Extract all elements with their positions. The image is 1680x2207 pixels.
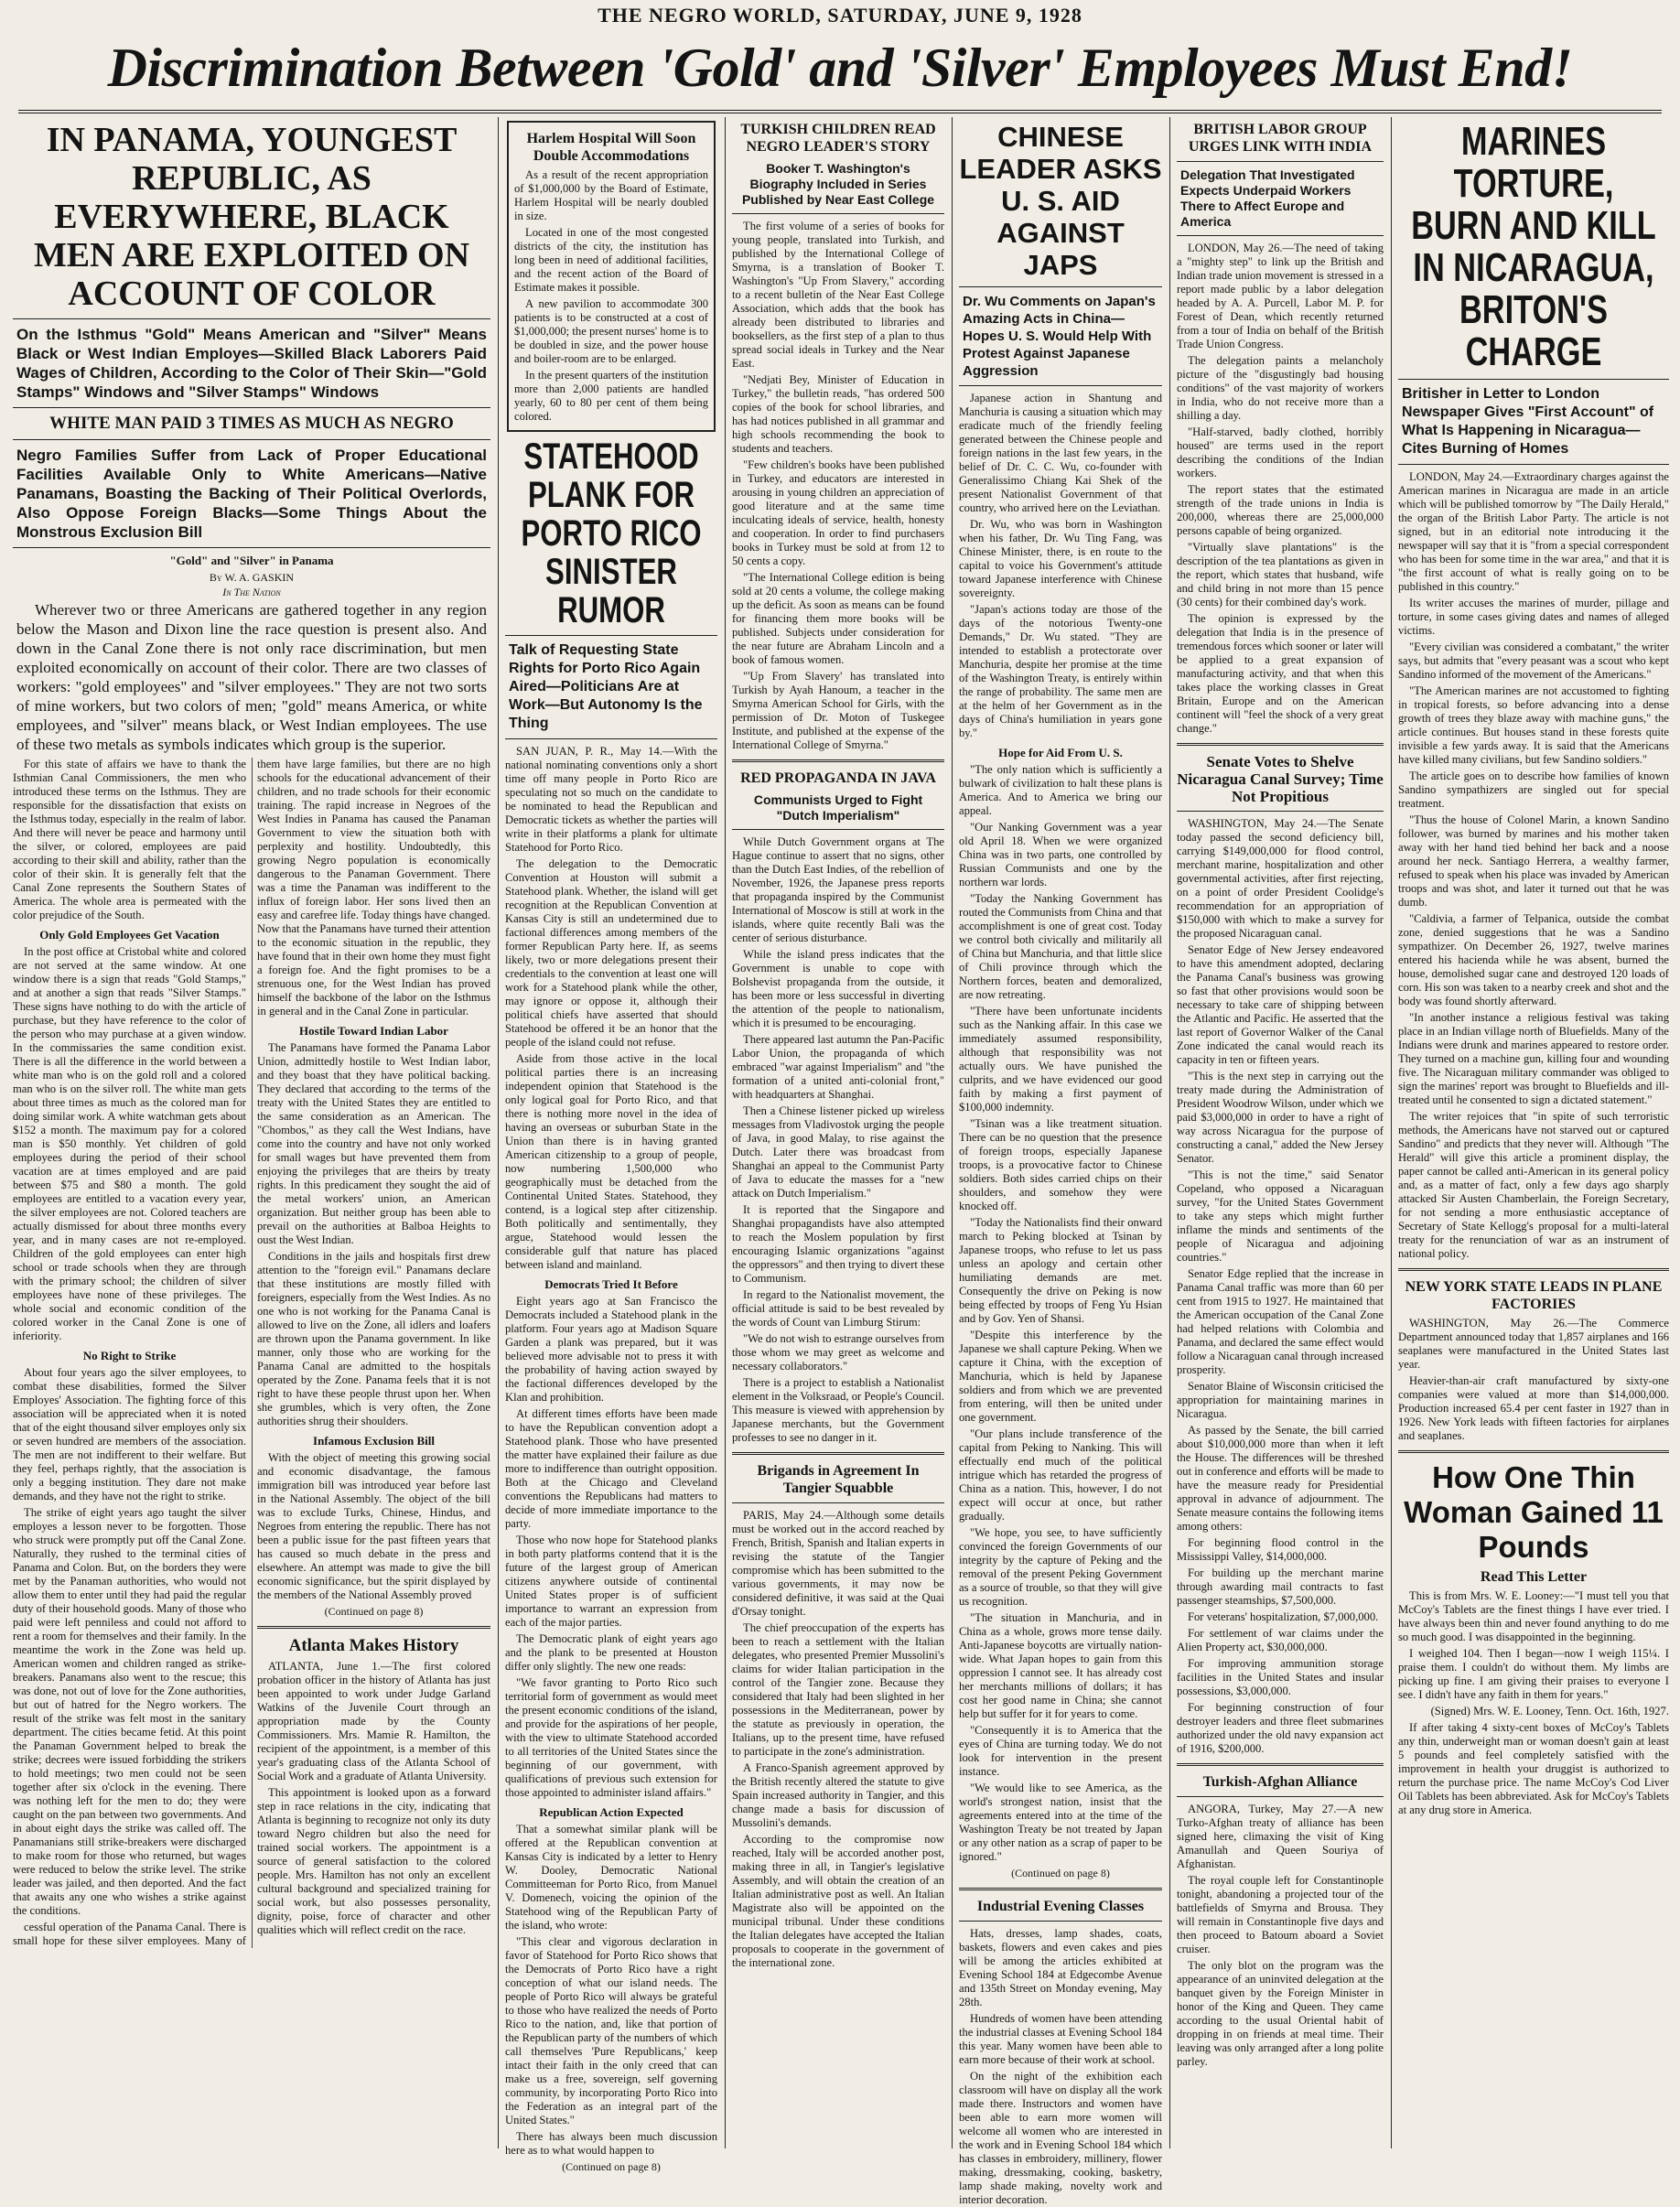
source-line: In The Nation <box>222 586 281 598</box>
paragraph: For beginning construction of four destroyer leaders and three fleet submarines authorized under the old navy expansion act of 1916, $200,000. <box>1177 1701 1384 1755</box>
panama-headline: IN PANAMA, YOUNGEST REPUBLIC, AS EVERYWHERE, BLACK MEN ARE EXPLOITED ON ACCOUNT OF COLOR <box>33 121 470 313</box>
turkish-headline: TURKISH CHILDREN READ NEGRO LEADER'S STORY <box>740 122 936 155</box>
paragraph: "Our plans include transference of the capital from Peking to Nanking. This will effectually end much of the political intrigue which has retarded the progress of China as a nation. This, however, I do not expect will occur at once, but rather gradually. <box>959 1427 1162 1523</box>
paragraph: In the post office at Cristobal white and colored are not served at the same window. At one window there is a sign that reads "Gold Stamps," and at another a sign that reads "Silver Stamps." These signs have nothing to do with the article of purchase, but they have reference to the color of the person who may purchase at a given window. In the commissaries the same condition exist. There is all the difference in the world between a white man who is on the gold roll and a colored man who is on the silver roll. The white man gets about three times as much as the colored man for doing similar work. A white watchman gets about $152 a month. The maximum pay for a colored man is $50 monthly. Yet children of gold employees during the period of their school vacation are at times employed and are paid between $75 and $80 a month. The gold employees are entitled to a vacation every year, the silver employees are not. Colored teachers are actually dismissed for about three months every year, and in many cases are not re-employed. Children of the gold employees can enter high school or trade schools when they are through with the primary school; the children of silver employees have none of these privileges. The whole social and economic condition of the colored worker in the Canal Zone is one of inferiority. <box>13 945 246 1342</box>
top-rule <box>18 110 1662 113</box>
banner-headline: Discrimination Between 'Gold' and 'Silver' Employees Must End! <box>107 38 1573 98</box>
paragraph: "Today the Nanking Government has routed the Communists from China and that accomplishment is one of great cost. Today we control both civically and militarily all of China but Manchuria, and that little slice of Chili province through which the Northern forces, beaten and demoralized, are now retreating. <box>959 892 1162 1001</box>
paragraph: About four years ago the silver employees, to combat these disabilities, formed the Silver Employes' Association. The fighting force of this association will be appreciated when it is noted that of the eight thousand silver employes only six or seven hundred are members of the association. The men are not indifferent to their welfare. But they feel, perhaps rightly, that the association is only a begging institution. They dare not make demands, and they have not the right to strike. <box>13 1366 246 1502</box>
paragraph: While the island press indicates that the Government is unable to cope with Bolshevist propaganda from the outside, it has been more or less successful in diverting the attention of the people to nationalism, which it is presumed to be encouraging. <box>732 948 944 1029</box>
paragraph: cessful operation of the Panama Canal. There is small hope for these silver employees. Many of them have large families, but there are no high schools for the educational advancement of their children, and no trade schools for their economic training. The rapid increase in Negroes of the West Indies in Panama has caused the Panaman Government to view the situation both with perplexity and hostility. Undoubtedly, this growing Negro population is economically dangerous to the Panaman Government. There was a time the Panaman was indifferent to the influx of foreign labor. Her sons lived then an easy and carefree life. Today things have changed. Now that the Panamans have turned their attention to the economic situation in the republic, they have found that in their own home they must fight a foreign foe. And the fight promises to be a strenuous one, for the West Indian has proved himself the backbone of the labor on the Isthmus in general and in the Canal Zone in particular. <box>13 758 490 1947</box>
paragraph: The Democratic plank of eight years ago and the plank to be presented at Houston differ only slightly. The new one reads: <box>505 1632 717 1673</box>
column-rule <box>1169 117 1170 2148</box>
divider <box>1398 379 1669 380</box>
section-heading: No Right to Strike <box>82 1349 177 1362</box>
divider <box>1177 161 1384 162</box>
paragraph: For this state of affairs we have to thank the Isthmian Canal Commissioners, the men who introduced these terms on the Isthmus. They are responsible for the dissatisfaction that exists on the Isthmus today, especially in the realm of labor. And there will never be peace and harmony until the silver, or colored, employees are paid according to their skill and ability, rather than the color of their skin. It is generally felt that the Canal Zone represents the Southern States of America. The whole area is permeated with the color prejudice of the South. <box>13 758 246 921</box>
paragraph: "The situation in Manchuria, and in China as a whole, grows more tense daily. Anti-Japanese boycotts are virtually nation-wide. What Japan hopes to gain from this oppression I cannot see. It has already cost her merchants millions of dollars; it has cost her good name in China; she cannot help but suffer for it for years to come. <box>959 1611 1162 1720</box>
paragraph: For veterans' hospitalization, $7,000,000. <box>1188 1610 1379 1623</box>
paragraph: Japanese action in Shantung and Manchuria is causing a situation which may eradicate much of the friendly feeling generated between the Chinese people and foreign nations in the last few years, in the belief of Dr. C. C. Wu, co-founder with Generalissimo Chiang Kai Shek of the present Nationalist Government of that country, who arrived here on the Leviathan. <box>959 392 1162 514</box>
paragraph: The opinion is expressed by the delegation that India is in the presence of tremendous forces which sooner or later will be applied to a great expansion of manufacturing activity, and that when this takes place the working classes in Great Britain, Europe and on the American continent will "feel the shock of a very great change." <box>1177 612 1384 735</box>
paragraph: A new pavilion to accommodate 300 patients is to be constructed at a cost of $1,000,000; the present nurses' home is to be doubled in size, and the power house and boiler-room are to be enlarged. <box>514 297 708 365</box>
paragraph: "Nedjati Bey, Minister of Education in Turkey," the bulletin reads, "has ordered 500 copies of the book for school libraries, and has had notices published in all grammar and high schools recommending the book to students and teachers. <box>732 373 944 455</box>
paragraph: The article goes on to describe how families of known Sandino sympathizers are singled out for special treatment. <box>1398 770 1669 810</box>
nicaragua-headline: MARINES TORTURE, BURN AND KILL IN NICARAGUA, BRITON'S CHARGE <box>1411 119 1656 374</box>
paragraph: "Our Nanking Government was a year old April 18. When we were organized China was in two parts, one controlled by Russian Communists and one by the northern war lords. <box>959 821 1162 888</box>
divider <box>1177 811 1384 812</box>
java-deck: Communists Urged to Fight "Dutch Imperialism" <box>753 792 923 823</box>
running-head: THE NEGRO WORLD, SATURDAY, JUNE 9, 1928 <box>598 4 1082 27</box>
chinese-deck: Dr. Wu Comments on Japan's Amazing Acts in China—Hopes U. S. Would Help With Protest Against Japanese Aggression <box>963 294 1156 379</box>
byline: By W. A. GASKIN <box>209 571 295 584</box>
paragraph: As a result of the recent appropriation of $1,000,000 by the Board of Estimate, Harlem Hospital will be nearly doubled in size. <box>514 168 708 222</box>
paragraph: "The American marines are not accustomed to fighting in tropical forests, so before advancing into a dense growth of trees they blaze away with machine guns," the article continues. But houses stand in these forests quite invisible a few yards away. It is said that the Americans have killed many civilians, but few Sandino soldiers." <box>1398 684 1669 766</box>
paragraph: The royal couple left for Constantinople tonight, abandoning a projected tour of the battlefields of Smyrna and Brousa. They will remain in Constantinople five days and then proceed to Batoum aboard a Soviet cruiser. <box>1177 1874 1384 1955</box>
paragraph: This is from Mrs. W. E. Looney:—"I must tell you that McCoy's Tablets are the finest things I have ever tried. I have always been thin and never found anything to do me so much good. I was disappointed in the beginning. <box>1398 1589 1669 1643</box>
paragraph: Senator Edge replied that the increase in Panama Canal traffic was more than 60 per cent from 1915 to 1927. He maintained that the American occupation of the Canal Zone had helped relations with Colombia and Panama, and declared the same effect would follow a Nicaraguan canal through increased prosperity. <box>1177 1267 1384 1376</box>
paragraph: "We hope, you see, to have sufficiently convinced the foreign Governments of our integrity by the capture of Peking and the removal of the present Peking Government as a source of trouble, so that they will give us recognition. <box>959 1526 1162 1608</box>
harlem-headline: Harlem Hospital Will Soon Double Accommodations <box>526 131 696 164</box>
divider <box>13 547 490 548</box>
paragraph: "There have been unfortunate incidents such as the Nanking affair. In this case we immediately assumed responsibility, although that responsibility was not actually ours. We have punished the culprits, and we have evidenced our good faith by making a first payment of $100,000 indemnity. <box>959 1005 1162 1114</box>
paragraph: LONDON, May 24.—Extraordinary charges against the American marines in Nicaragua are made in an article which will be published tomorrow by "The Daily Herald," the organ of the British Labor Party. The article is not signed, but in an editorial note introducing it the newspaper will say that it is "from a special correspondent who has been for some time in the war area," and that it is "the first account of what is really going on to be published in this country." <box>1398 470 1669 593</box>
panama-article <box>13 117 490 2148</box>
paragraph: Those who now hope for Statehood planks in both party platforms contend that it is the future of the largest group of American citizens anywhere outside of continental United States proper is of sufficient importance to warrant an expression from each of the major parties. <box>505 1534 717 1629</box>
paragraph: "The only nation which is sufficiently a bulwark of civilization to halt these plans is America. And to America we bring our appeal. <box>959 763 1162 817</box>
paragraph: "Caldivia, a farmer of Telpanica, outside the combat zone, denied suggestions that he was a Sandino sympathizer. On December 26, 1927, twelve marines entered his hacienda while he was absent, burned the house, demolished sugar cane and destroyed 120 loads of corn. His son was taken to a nearby creek and shot and the body was found shortly afterward. <box>1398 912 1669 1007</box>
paragraph: The chief preoccupation of the experts has been to reach a settlement with the Italian delegates, who presented Premier Mussolini's claims for wider Italian participation in the control of the Tangier zone. Because they considered that Italy had been slighted in her possessions in the Mediterranean, power by the statute as previously in operation, the Italians, up to the present time, have refused to participate in the zone's administration. <box>732 1621 944 1758</box>
paragraph: Located in one of the most congested districts of the city, the institution has long been in need of additional facilities, and the recent action of the Board of Estimate makes it possible. <box>514 226 708 294</box>
paragraph: For beginning flood control in the Mississippi Valley, $14,000,000. <box>1177 1536 1384 1563</box>
paragraph: "In another instance a religious festival was taking place in an Indian village north of Bluefields. Many of the Indians were drunk and marines appeared to restore order. They turned on a machine gun, killing four and wounding five. The Nicaraguan military commander was obliged to sign the marines' report was brought to Bluefields and ill-treated until he consented to sign a dictated statement." <box>1398 1011 1669 1106</box>
paragraph: Aside from those active in the local political parties there is an increasing independent opinion that Statehood is the only logical goal for Porto Rico, and that there is nothing more novel in the idea of having an overseas or suburban State in the Union than there is in having granted American citizenship to a group of people, now numbering 1,500,000 who geographically must be detached from the Continental United States. Statehood, they contend, is a logical step after citizenship. Both politically and sentimentally, they argue, Statehood would lessen the considerable gulf that nature has placed between island and mainland. <box>505 1052 717 1271</box>
divider <box>1398 1268 1669 1271</box>
column-rule <box>1391 117 1392 2148</box>
paragraph: ANGORA, Turkey, May 27.—A new Turko-Afghan treaty of alliance has been signed here, climaxing the visit of King Amanullah and Queen Souriya of Afghanistan. <box>1177 1803 1384 1870</box>
divider <box>959 1888 1162 1890</box>
paragraph: "Every civilian was considered a combatant," the writer says, but admits that "every peasant was a scout who kept Sandino informed of the movement of the Americans." <box>1398 641 1669 681</box>
paragraph: The writer rejoices that "in spite of such terroristic methods, the Americans have not starved out or captured Sandino" and predicts that they never will. Although "The Herald" will give this article a prominent display, the paper cannot be called anti-American in its general policy and, as a matter of fact, only a few days ago sharply attacked Sir Austen Chamberlain, the Foreign Secretary, for not sending a more enthusiastic acceptance of Secretary of State Kellogg's proposal for a multi-lateral treaty for the renunciation of war as an instrument of national policy. <box>1398 1110 1669 1260</box>
divider <box>1398 464 1669 465</box>
paragraph: This appointment is looked upon as a forward step in race relations in the city, indicating that Atlanta is beginning to recognize not only its duty toward Negro children but also the need for trained social workers. The appointment is a source of general satisfaction to the colored people. Mrs. Hamilton has not only an excellent cultural background and specialized training for social work, but also possesses personality, dignity, poise, force of character and other qualities which will reflect credit on the race. <box>257 1786 490 1936</box>
paragraph: On the night of the exhibition each classroom will have on display all the work made there. Instructors and women have been able to earn more women will welcome all women who are interested in the work and in Evening School 184 which has classes in embroidery, millinery, flower making, dressmaking, cooking, basketry, lamp shade making, novelty work and interior decoration. <box>959 2070 1162 2206</box>
section-heading: Republican Action Expected <box>539 1805 684 1819</box>
paragraph: For building up the merchant marine through awarding mail contracts to fast passenger steamships, $7,500,000. <box>1177 1566 1384 1607</box>
industrial-headline: Industrial Evening Classes <box>976 1899 1145 1914</box>
divider <box>959 286 1162 287</box>
paragraph: SAN JUAN, P. R., May 14.—With the national nominating conventions only a short time off many people in Porto Rico are speculating not so much on the candidate to be nominated to head the Republican and Democratic tickets as whether the parties will write in their platforms a plank for ultimate Statehood for Porto Rico. <box>505 745 717 854</box>
divider <box>959 385 1162 386</box>
paragraph: "Despite this interference by the Japanese we shall capture Peking. When we capture it China, with the exception of Manchuria, which is held by Japanese soldiers and from which we are prevented from entering, will then be united under one government. <box>959 1329 1162 1424</box>
divider <box>505 738 717 739</box>
british-headline: BRITISH LABOR GROUP URGES LINK WITH INDIA <box>1188 122 1373 155</box>
column-7 <box>1398 117 1669 2148</box>
column-rule <box>952 117 953 2148</box>
divider <box>959 1921 1162 1922</box>
divider <box>1177 1796 1384 1797</box>
senate-headline: Senate Votes to Shelve Nicaragua Canal Survey; Time Not Propitious <box>1177 753 1384 805</box>
paragraph: The delegation paints a melancholy picture of the "disgustingly bad housing conditions" of the vast majority of workers in India, who do not receive more than a shilling a day. <box>1177 354 1384 422</box>
panama-deck: On the Isthmus "Gold" Means American and "Silver" Means Black or West Indian Employes—Skilled Black Laborers Paid Wages of Children, According to the Color of Their Skin—"Gold Stamps" Windows and "Silver Stamps" Windows <box>16 326 487 401</box>
paragraph: It is reported that the Singapore and Shanghai propagandists have also attempted to reach the Moslem population by first encouraging Islamic organizations "against the oppressors" and then trying to divert these to Communism. <box>732 1203 944 1285</box>
paragraph: With the object of meeting this growing social and economic disadvantage, the famous immigration bill was introduced year before last in the National Assembly. The object of the bill was to exclude Turks, Chinese, Hindus, and Negroes from entering the republic. There has not been a public issue for the past fifteen years that has caused so much debate in the press and elsewhere. An attempt was made to give the bill economic significance, but the spirit displayed by the members of the National Assembly proved <box>257 1451 490 1601</box>
turkish-deck: Booker T. Washington's Biography Included in Series Published by Near East College <box>741 161 935 207</box>
paragraph: Senator Edge of New Jersey endeavored to have this amendment adopted, declaring the Panama Canal's business was growing so fast that other provisions would soon be necessary to take care of shipping between the Atlantic and Pacific. He asserted that the last report of Governor Walker of the Canal Zone indicated the canal would reach its capacity in ten or fifteen years. <box>1177 943 1384 1066</box>
divider <box>732 213 944 214</box>
paragraph: Hundreds of women have been attending the industrial classes at Evening School 184 this year. Many women have been able to earn more because of their work at school. <box>959 2012 1162 2066</box>
paragraph: As passed by the Senate, the bill carried about $10,000,000 more than when it left the House. The differences will be threshed out in conference and efforts will be made to have the measure ready for Presidential approval in advance of adjournment. The Senate measure contains the following items among others: <box>1177 1424 1384 1533</box>
paragraph: Then a Chinese listener picked up wireless messages from Vladivostok urging the people of Java, in good Malay, to rise against the Dutch. Later there was broadcast from Shanghai an appeal to the Communist Party of Java to educate the masses for a "new attack on Dutch Imperialism." <box>732 1104 944 1200</box>
paragraph: ATLANTA, June 1.—The first colored probation officer in the history of Atlanta has just been appointed to work under Judge Garland Watkins of the Juvenile Court through an appropriation made by the County Commissioners. Mrs. Mamie R. Hamilton, the recipient of the appointment, is a member of this year's graduating class of the Atlanta School of Social Work and a graduate of Atlanta University. <box>257 1660 490 1782</box>
paragraph: I weighed 104. Then I began—now I weigh 115¼. I praise them. I couldn't do without them. My limbs are picking up fine. I am giving their praises to everyone I see. I didn't have any faith in them for years." <box>1398 1647 1669 1701</box>
paragraph: "Thus the house of Colonel Marin, a known Sandino follower, was burned by marines and his mother taken away with her hand tied behind her back and a noose around her neck. Santiago Herrera, a wealthy farmer, refused to speak when his place was invaded by American troops and was shot, and later it turned out that he was dumb. <box>1398 813 1669 909</box>
paragraph: In the present quarters of the institution more than 2,000 patients are handled yearly, 60 to 80 per cent of them being colored. <box>514 369 708 423</box>
chinese-headline: CHINESE LEADER ASKS U. S. AID AGAINST JAPS <box>959 121 1162 281</box>
divider <box>732 1502 944 1503</box>
paragraph: At different times efforts have been made to have the Republican convention adopt a Statehood plank. Those who have presented the matter have explained their failure as due more to indifference than outright opposition. Both at the Chicago and Cleveland conventions the Republicans had matters to decide of more immediate importance to the party. <box>505 1407 717 1530</box>
paragraph: "This clear and vigorous declaration in favor of Statehood for Porto Rico shows that the Democrats of Porto Rico have a right conception of what our island needs. The people of Porto Rico will always be grateful to those who have realized the needs of Porto Rico to the nation, and, like that portion of the Republican party of the numbers of which call themselves 'Pure Republicans,' keep intact their faith in the only creed that can make us a free, sovereign, self governing community, by incorporating Porto Rico into the Federation as an integral part of the United States." <box>505 1935 717 2126</box>
paragraph: For settlement of war claims under the Alien Property act, $30,000,000. <box>1177 1627 1384 1653</box>
paragraph: Eight years ago at San Francisco the Democrats included a Statehood plank in the platform. Four years ago at Madison Square Garden a plank was prepared, but it was believed more advisable not to press it with the probability of having action swayed by the factional differences developed by the Klan and prohibition. <box>505 1295 717 1404</box>
ad-headline: How One Thin Woman Gained 11 Pounds <box>1404 1460 1664 1564</box>
column-5 <box>959 117 1162 2206</box>
paragraph: The delegation to the Democratic Convention at Houston will submit a Statehood plank. Whether, the island will get recognition at the Republican Convention at Kansas City is still an undetermined due to factional differences among members of the former Republican Party here. If, as seems likely, two or more delegations present their credentials to the convention at least one will work for a Statehood plank while the other, may ignore or oppose it, although their political chiefs have asserted that should Statehood be offered it be an honor that the people of the island could not refuse. <box>505 857 717 1049</box>
paragraph: In regard to the Nationalist movement, the official attitude is said to be best revealed by the words of Count van Limburg Stirum: <box>732 1288 944 1329</box>
divider <box>732 1452 944 1455</box>
paragraph: "Japan's actions today are those of the days of the notorious Twenty-one Demands," Dr. Wu stated. "They are intended to establish a protectorate over Manchuria, despite her promise at the time of the Washington Treaty, is entirely within the range of probability. The same men are at the helm of her Government as in the days of China's humiliation in years gone by." <box>959 603 1162 739</box>
paragraph: Its writer accuses the marines of murder, pillage and torture, in some cases giving dates and names of alleged victims. <box>1398 597 1669 637</box>
paragraph: There has always been much discussion here as to what would happen to <box>505 2130 717 2157</box>
paragraph: For improving ammunition storage facilities in the United States and insular possessions, $3,000,000. <box>1177 1657 1384 1697</box>
continued-note: (Continued on page 8) <box>562 2160 661 2173</box>
brigands-headline: Brigands in Agreement In Tangier Squabble <box>757 1463 920 1496</box>
divider <box>13 407 490 408</box>
paragraph: Conditions in the jails and hospitals first drew attention to the "foreign evil." Panamans declare that these institutions are mostly filled with foreigners, especially from the West Indies. As no one who is not working for the Panama Canal is allowed to live on the Zone, all idlers and loafers are thrown upon the Panama government. In like manner, only those who are working for the Panama Canal are admitted to the hospitals operated by the Zone. Panama feels that it is not right to have these people thrust upon her. When she grumbles, which is very often, the Zone authorities shrug their shoulders. <box>257 1250 490 1427</box>
panama-body <box>13 758 490 1948</box>
lead-paragraph: Wherever two or three Americans are gathered together in any region below the Mason and Dixon line the race question is present also. And down in the Canal Zone there is not only race discrimination, but men exploited economically on account of their color. There are two classes of workers: "gold employees" and "silver employees." They are not two sorts of mine workers, but two colors of men; "gold" means America, or white employees, and "silver" means black, or West Indian employees. The use of these two metals as symbols indicates which group is the superior. <box>16 601 487 753</box>
paragraph: That a somewhat similar plank will be offered at the Republican convention at Kansas City is indicated by a letter to Henry W. Dooley, Democratic National Committeeman for Porto Rico, from Manuel V. Domenech, voicing the opinion of the Statehood wing of the Republican Party of the island, who wrote: <box>505 1823 717 1932</box>
paragraph: The only blot on the program was the appearance of an uninvited delegation at the banquet given by the Foreign Minister in honor of the King and Queen. They came according to the usual Oriental habit of dropping in on friends at meal time. Their leaving was only arranged after a long polite parley. <box>1177 1959 1384 2068</box>
paragraph: While Dutch Government organs at The Hague continue to assert that no signs, other than the Dutch East Indies, of the rebellion of November, 1926, the Japanese press reports that propaganda inspired by the Communist International of Moscow is still at work in the islands, where quite recently Bali was the center of serious disturbance. <box>732 835 944 944</box>
harlem-box <box>507 121 716 432</box>
paragraph: "We do not wish to estrange ourselves from those whom we may greet as welcome and necessary collaborators." <box>732 1332 944 1373</box>
afghan-headline: Turkish-Afghan Alliance <box>1202 1774 1358 1790</box>
paragraph: A Franco-Spanish agreement approved by the British recently altered the statute to give Spain increased authority in Tangier, and this change made a basis for discussion of Mussolini's demands. <box>732 1761 944 1829</box>
java-headline: RED PROPAGANDA IN JAVA <box>740 770 936 786</box>
column-3 <box>505 117 717 2173</box>
paragraph: There appeared last autumn the Pan-Pacific Labor Union, the propaganda of which embraced "war against Imperialism" and "the formation of a united anti-colonial front," with headquarters at Shanghai. <box>732 1033 944 1101</box>
paragraph: According to the compromise now reached, Italy will be accorded another post, making three in all, in Tangier's legislative Assembly, and will obtain the creation of an Italian administrative post as well. An Italian Magistrate also will be appointed on the municipal tribunal. Under these conditions the Italian delegates have accepted the Italian proposals to cooperate in the government of the international zone. <box>732 1833 944 1969</box>
paragraph: "Consequently it is to America that the eyes of China are turning today. We do not look for intervention in the present instance. <box>959 1724 1162 1778</box>
paragraph: The Panamans have formed the Panama Labor Union, admittedly hostile to West Indian labor, and they boast that they have political backing. They declared that according to the terms of the treaty with the United States they are entitled to the same consideration as an American. The "Chombos," as they call the West Indians, have come into the country and have not only worked for small wages but have prevented them from enjoying the privileges that are theirs by treaty rights. In this predicament they sought the aid of the metal workers' union, an American organization. But neither group has been able to prevail on the authorities at Balboa Heights to oust the West Indian. <box>257 1041 490 1246</box>
paragraph: The report states that the estimated strength of the trade unions in India is 200,000, whereas there are 25,000,000 persons capable of being organized. <box>1177 483 1384 537</box>
ad-signature: (Signed) Mrs. W. E. Looney, Tenn. Oct. 16th, 1927. <box>1430 1705 1669 1717</box>
continued-note: (Continued on page 8) <box>324 1605 424 1618</box>
divider <box>13 318 490 319</box>
paragraph: "This is the next step in carrying out the treaty made during the Administration of President Woodrow Wilson, under which we paid $3,000,000 in order to have a right of way across Nicaragua for the purpose of constructing a canal," added the New Jersey Senator. <box>1177 1070 1384 1165</box>
divider <box>1177 1763 1384 1766</box>
nicaragua-deck: Britisher in Letter to London Newspaper Gives "First Account" of What Is Happening in Nicaragua—Cites Burning of Homes <box>1402 386 1654 457</box>
paragraph: There is a project to establish a Nationalist element in the Volksraad, or People's Council. This measure is viewed with apprehension by Japanese merchants, but the Government professes to see no danger in it. <box>732 1376 944 1444</box>
paragraph: The strike of eight years ago taught the silver employes a lesson never to be forgotten. Those who struck were promptly put off the Canal Zone. Naturally, they rushed to the terminal cities of Panama and Colon. But, on the borders they were met by the Panaman authorities, who would not allow them to enter until they had paid the regular duty of their household goods. Many of those who paid were left penniless and could not afford to rent a room for themselves and their family. In the meantime the work in the Zone was held up. American women and children ranged as strike-breakers. Panamans also went to the rescue; this was done, not out of love for the Zone authorities, but out of hatred for the Negro workers. The result of the strike was felt most in the sanitary department. The cities became fetid. At this point the Panaman Government helped to break the strike; decrees were issued forbidding the strikers to hold meetings; two men could not be seen together after six o'clock in the evening. There was nothing left for the men to do; they were caught on the pan between two governments. And in about eight days the strike was called off. The Panamanians still strike-breakers were discharged to make room for those who returned, but wages were reduced to below the strike level. The strike leader was jailed, and then deported. And the fact that awaits any one who wishes a strike against the conditions. <box>13 1506 246 1917</box>
divider <box>257 1626 490 1629</box>
divider <box>13 439 490 440</box>
divider <box>1398 1450 1669 1453</box>
paragraph: "We would like to see America, as the world's strongest nation, insist that the agreements entered into at the time of the Washington Treaty be not treated by Japan or any other nation as a scrap of paper to be ignored." <box>959 1782 1162 1863</box>
british-deck: Delegation That Investigated Expects Underpaid Workers There to Affect Europe and America <box>1180 167 1355 229</box>
paragraph: "Few children's books have been published in Turkey, and educators are interested in arousing in young children an appreciation of good literature and at the same time inculcating ideals of service, health, honesty and cooperation. In order to find purchasers books in Turkey must be sold at from 12 to 50 cents a copy. <box>732 458 944 567</box>
column-6 <box>1177 117 1384 2148</box>
paragraph: "Virtually slave plantations" is the description of the tea plantations as given in the report, which states that husband, wife and child bring in not more than 15 pence (30 cents) for their combined day's work. <box>1177 541 1384 608</box>
paragraph: "'Up From Slavery' has translated into Turkish by Ayah Hanoum, a teacher in the Smyrna American School for Girls, with the permission of Dr. Moton of Tuskegee Institute, and published at the expense of the International College of Smyrna." <box>732 670 944 751</box>
statehood-deck: Talk of Requesting State Rights for Porto Rico Again Aired—Politicians Are at Work—But Autonomy Is the Thing <box>509 642 703 731</box>
divider <box>1177 743 1384 746</box>
paragraph: Heavier-than-air craft manufactured by sixty-one companies were valued at more than $14,000,000. Production increased 65.4 per cent faster in 1927 than in 1926. New York leads with fifteen factories for airplanes and seaplanes. <box>1398 1374 1669 1442</box>
section-heading: Hostile Toward Indian Labor <box>299 1024 448 1038</box>
panama-deck-2: Negro Families Suffer from Lack of Proper Educational Facilities Available Only to White Americans—Native Panamans, Boasting the Backing of Their Political Overlords, Also Oppose Foreign Blacks—Some Things About the Monstrous Exclusion Bill <box>16 447 487 541</box>
paragraph: "The International College edition is being sold at 20 cents a volume, the college making up the deficit. As soon as means can be found for financing them more books will be published. Subjects under consideration for the near future are Abraham Lincoln and a book of famous women. <box>732 571 944 666</box>
paragraph: Senator Blaine of Wisconsin criticised the appropriation for maintaining marines in Nicaragua. <box>1177 1380 1384 1420</box>
divider <box>732 829 944 830</box>
divider <box>505 635 717 636</box>
section-heading: Only Gold Employees Get Vacation <box>39 928 220 942</box>
paragraph: "Half-starved, badly clothed, horribly housed" are terms used in the report describing the conditions of the Indian workers. <box>1177 425 1384 479</box>
paragraph: WASHINGTON, May 26.—The Commerce Department announced today that 1,857 airplanes and 166 seaplanes were manufactured in the United States last year. <box>1398 1317 1669 1371</box>
column-rule <box>725 117 726 2148</box>
paragraph: "This is not the time," said Senator Copeland, who opposed a Nicaraguan survey, "for the United States Government to take any steps which might further inflame the minds and sentiments of the people of Nicaragua and adjoining countries." <box>1177 1168 1384 1264</box>
paragraph: "Tsinan was a like treatment situation. There can be no question that the presence of foreign troops, especially Japanese troops, is a provocative factor to Chinese soldiers. Both sides carried chips on their shoulders, and somehow they were knocked off. <box>959 1117 1162 1212</box>
paragraph: Hats, dresses, lamp shades, coats, baskets, flowers and even cakes and pies will be among the articles exhibited at Evening School 184 at Edgecombe Avenue and 135th Street on Monday evening, May 28th. <box>959 1927 1162 2008</box>
newyork-headline: NEW YORK STATE LEADS IN PLANE FACTORIES <box>1405 1279 1663 1312</box>
continued-note: (Continued on page 8) <box>1011 1867 1110 1879</box>
paragraph: WASHINGTON, May 24.—The Senate today passed the second deficiency bill, carrying $149,000,000 for flood control, merchant marine, hospitalization and other governmental activities, after first rejecting, on a point of order President Coolidge's recommendation for an appropriation of $150,000 with which to make a survey for the proposed Nicaraguan canal. <box>1177 817 1384 940</box>
ad-subhead: Read This Letter <box>1480 1569 1588 1585</box>
paragraph: "Today the Nationalists find their onward march to Peking blocked at Tsinan by Japanese troops, who refuse to let us pass unless an apology and certain other humiliating demands are met. Consequently the drive on Peking is now being effected by troops of Feng Yu Hsian and by Gov. Yen of Shansi. <box>959 1216 1162 1325</box>
column-rule <box>498 117 499 2148</box>
section-heading: Infamous Exclusion Bill <box>313 1434 435 1448</box>
atlanta-headline: Atlanta Makes History <box>288 1636 459 1655</box>
section-heading: Democrats Tried It Before <box>544 1277 678 1291</box>
paragraph: LONDON, May 26.—The need of taking a "mighty step" to link up the British and Indian trade union movement is stressed in a report made public by a labor delegation headed by A. A. Purcell, Labor M. P. for Forest of Dean, which recently returned from a tour of India on behalf of the British Trade Union Congress. <box>1177 242 1384 350</box>
section-heading: Hope for Aid From U. S. <box>998 746 1123 759</box>
divider <box>732 759 944 762</box>
paragraph: Dr. Wu, who was born in Washington when his father, Dr. Wu Ting Fang, was Chinese Minister, there, is en route to the capital to voice his Government's attitude toward Japanese interference with Chinese sovereignty. <box>959 518 1162 599</box>
article-title: "Gold" and "Silver" in Panama <box>169 554 334 567</box>
panama-subhead: WHITE MAN PAID 3 TIMES AS MUCH AS NEGRO <box>49 414 454 433</box>
paragraph: "We favor granting to Porto Rico such territorial form of government as would meet the present economic conditions of the island, and provide for the aspirations of her people, with the view to ultimate Statehood accorded to all territories of the United States since the beginning of our government, with qualifications of previous such extension for those appointed to administer island affairs." <box>505 1676 717 1799</box>
divider <box>1177 235 1384 236</box>
paragraph: If after taking 4 sixty-cent boxes of McCoy's Tablets any thin, underweight man or woman doesn't gain at least 5 pounds and feel completely satisfied with the improvement in health your druggist is authorized to return the purchase price. The name McCoy's Cod Liver Oil Tablets has been abbreviated. Ask for McCoy's Tablets at any drug store in America. <box>1398 1721 1669 1816</box>
paragraph: The first volume of a series of books for young people, translated into Turkish, and published by the International College of Smyrna, is a translation of Booker T. Washington's "Up From Slavery," according to a recent bulletin of the Near East College Association, which adds that the book has already been distributed to libraries and booksellers, as the first step of a plan to thus spread social ideals in Turkey and the Near East. <box>732 220 944 370</box>
column-4 <box>732 117 944 2148</box>
paragraph: PARIS, May 24.—Although some details must be worked out in the accord reached by French, British, Spanish and Italian experts in revising the statute of the Tangier compromise which has been submitted to the various governments, it may now be considered definitive, it was said at the Quai d'Orsay tonight. <box>732 1509 944 1618</box>
statehood-headline: STATEHOOD PLANK FOR PORTO RICO SINISTER RUMOR <box>521 436 702 630</box>
